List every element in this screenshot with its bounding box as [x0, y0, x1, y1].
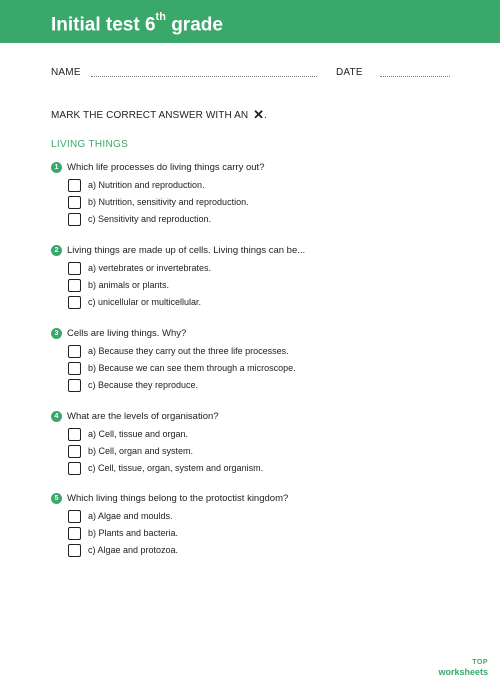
- answer-option-text: b) Plants and bacteria.: [88, 528, 179, 538]
- answer-checkbox[interactable]: [68, 296, 81, 309]
- answer-checkbox[interactable]: [68, 345, 81, 358]
- answer-checkbox[interactable]: [68, 445, 81, 458]
- section-title: LIVING THINGS: [51, 139, 129, 150]
- page-title: Initial test 6th grade: [51, 11, 223, 36]
- date-label: DATE: [336, 67, 363, 78]
- question-header: [51, 328, 481, 342]
- answer-checkbox[interactable]: [68, 428, 81, 441]
- question-number-badge: 4: [51, 411, 62, 422]
- question-header: [51, 493, 481, 507]
- name-label: NAME: [51, 67, 81, 78]
- date-line[interactable]: [380, 76, 450, 77]
- question-text: Living things are made up of cells. Living things can be...: [67, 245, 306, 256]
- answer-option-text: a) Algae and moulds.: [88, 511, 173, 521]
- question-number-badge: 2: [51, 245, 62, 256]
- answer-option-text: b) Because we can see them through a microscope.: [88, 363, 296, 373]
- question-header: [51, 245, 481, 259]
- answer-checkbox[interactable]: [68, 527, 81, 540]
- question-text: Which life processes do living things carry out?: [67, 162, 265, 173]
- answer-option-text: b) Cell, organ and system.: [88, 446, 194, 456]
- question-3: [51, 328, 481, 398]
- question-4: [51, 411, 481, 481]
- answer-checkbox[interactable]: [68, 362, 81, 375]
- answer-option-text: a) Nutrition and reproduction.: [88, 180, 205, 190]
- answer-checkbox[interactable]: [68, 262, 81, 275]
- question-1: [51, 162, 481, 232]
- answer-option-text: a) Cell, tissue and organ.: [88, 429, 189, 439]
- answer-checkbox[interactable]: [68, 213, 81, 226]
- answer-option-text: b) Nutrition, sensitivity and reproduction.: [88, 197, 249, 207]
- answer-checkbox[interactable]: [68, 544, 81, 557]
- date-field[interactable]: [336, 67, 456, 81]
- question-number-badge: 1: [51, 162, 62, 173]
- answer-checkbox[interactable]: [68, 196, 81, 209]
- answer-option-text: a) Because they carry out the three life processes.: [88, 346, 289, 356]
- answer-checkbox[interactable]: [68, 279, 81, 292]
- name-field[interactable]: [51, 67, 321, 81]
- question-header: [51, 411, 481, 425]
- question-number-badge: 3: [51, 328, 62, 339]
- answer-option-text: c) unicellular or multicellular.: [88, 297, 202, 307]
- answer-option-text: b) animals or plants.: [88, 280, 170, 290]
- answer-option-text: c) Because they reproduce.: [88, 380, 199, 390]
- header-banner: [0, 0, 500, 43]
- answer-option-text: c) Algae and protozoa.: [88, 545, 179, 555]
- question-5: [51, 493, 481, 563]
- answer-checkbox[interactable]: [68, 379, 81, 392]
- answer-checkbox[interactable]: [68, 462, 81, 475]
- x-mark-icon: ✕: [253, 107, 265, 122]
- answer-option-text: c) Sensitivity and reproduction.: [88, 214, 212, 224]
- question-2: [51, 245, 481, 315]
- topworksheets-logo: TOP worksheets: [438, 659, 488, 677]
- answer-option-text: a) vertebrates or invertebrates.: [88, 263, 212, 273]
- name-line[interactable]: [91, 76, 317, 77]
- question-text: Cells are living things. Why?: [67, 328, 187, 339]
- question-text: Which living things belong to the protoctist kingdom?: [67, 493, 289, 504]
- answer-checkbox[interactable]: [68, 179, 81, 192]
- answer-option-text: c) Cell, tissue, organ, system and organism.: [88, 463, 264, 473]
- question-header: [51, 162, 481, 176]
- question-text: What are the levels of organisation?: [67, 411, 219, 422]
- answer-checkbox[interactable]: [68, 510, 81, 523]
- instruction: MARK THE CORRECT ANSWER WITH AN ✕.: [51, 107, 267, 122]
- question-number-badge: 5: [51, 493, 62, 504]
